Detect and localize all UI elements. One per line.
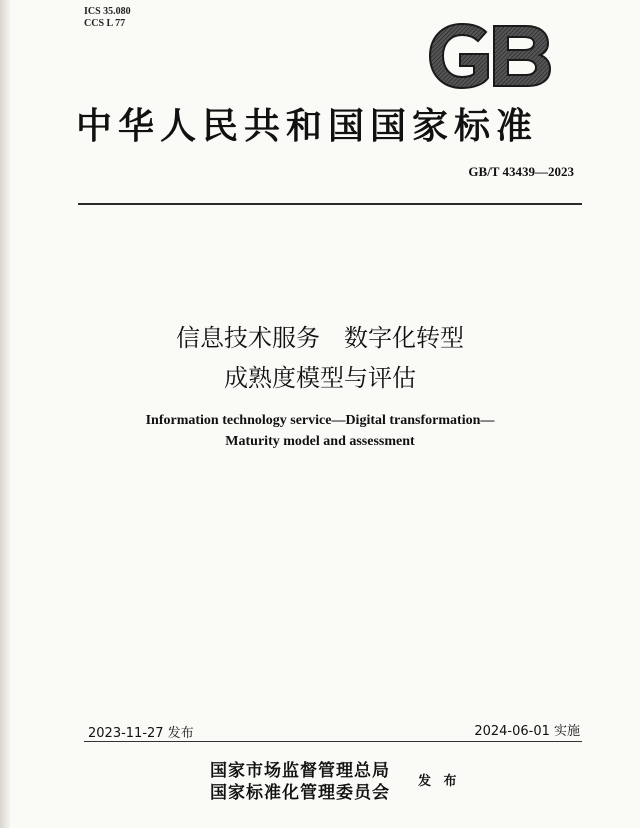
- publish-label: 发 布: [418, 774, 461, 789]
- header-divider: [78, 203, 582, 205]
- english-title-line1: Information technology service—Digital transformation—: [145, 413, 495, 428]
- issue-date: 2023-11-27 发布: [88, 726, 194, 741]
- implementation-date: 2024-06-01 实施: [474, 724, 580, 739]
- gb-logo: [428, 22, 552, 90]
- ccs-code: CCS L 77: [84, 18, 126, 29]
- national-standard-title: 中华人民共和国国家标准: [76, 105, 539, 147]
- gb-logo-graphic: [428, 22, 552, 90]
- classification-codes: [84, 6, 131, 30]
- standard-number: GB/T 43439—2023: [468, 164, 574, 179]
- issuer-line1: 国家市场监督管理总局: [210, 761, 390, 781]
- chinese-title-line2: 成熟度模型与评估: [224, 364, 416, 392]
- issuing-authorities: [210, 760, 390, 804]
- ics-code: ICS 35.080: [84, 6, 131, 17]
- english-title-line2: Maturity model and assessment: [225, 434, 415, 449]
- issuer-line2: 国家标准化管理委员会: [210, 783, 390, 803]
- footer-divider: [84, 741, 582, 742]
- chinese-title-line1: 信息技术服务 数字化转型: [176, 324, 464, 352]
